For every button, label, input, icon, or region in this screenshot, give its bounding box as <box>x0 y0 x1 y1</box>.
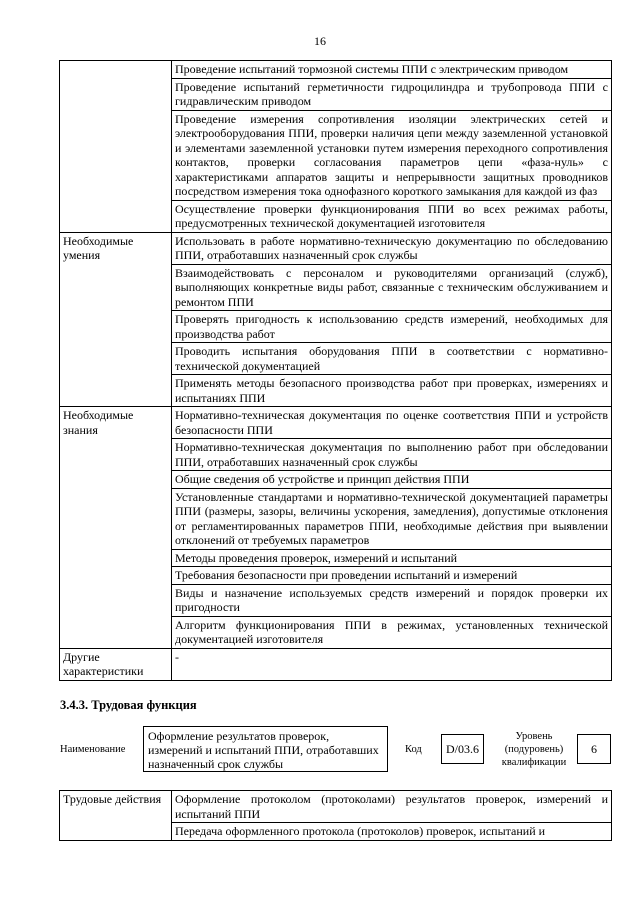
table-cell: Общие сведения об устройстве и принцип действия ППИ <box>172 471 612 489</box>
table-cell: Нормативно-техническая документация по выполнению работ при обследовании ППИ, отработавших назначенный срок службы <box>172 439 612 471</box>
table-cell: Осуществление проверки функционирования ППИ во всех режимах работы, предусмотренных технической документацией изготовителя <box>172 200 612 232</box>
table-row <box>60 648 612 680</box>
table-row <box>60 791 612 823</box>
table-cell: Проведение испытаний тормозной системы ППИ с электрическим приводом <box>172 61 612 79</box>
section-heading: 3.4.3. Трудовая функция <box>60 698 197 712</box>
table-cell: Алгоритм функционирования ППИ в режимах, установленных технической документацией изготовителя <box>172 616 612 648</box>
table-row <box>60 407 612 439</box>
function-name-box: Оформление результатов проверок, измерений и испытаний ППИ, отработавших назначенный срок службы <box>143 726 388 772</box>
name-label: Наименование <box>60 744 126 755</box>
actions-table <box>59 790 612 841</box>
table-cell: Проверять пригодность к использованию средств измерений, необходимых для производства работ <box>172 311 612 343</box>
table-row <box>60 61 612 79</box>
other-label: Другие характеристики <box>60 648 172 680</box>
table-cell: Нормативно-техническая документация по оценке соответствия ППИ и устройств безопасности ППИ <box>172 407 612 439</box>
code-label: Код <box>405 744 422 755</box>
actions-label: Трудовые действия <box>60 791 172 841</box>
level-value: 6 <box>577 734 611 764</box>
table-cell: Проводить испытания оборудования ППИ в соответствии с нормативно-технической документацией <box>172 343 612 375</box>
other-value: - <box>172 648 612 680</box>
table-cell: Проведение испытаний герметичности гидроцилиндра и трубопровода ППИ с гидравлическим приводом <box>172 78 612 110</box>
table-cell: Передача оформленного протокола (протоколов) проверок, испытаний и <box>172 823 612 841</box>
table-cell: Методы проведения проверок, измерений и испытаний <box>172 549 612 567</box>
table-cell: Виды и назначение используемых средств измерений и порядок проверки их пригодности <box>172 584 612 616</box>
table-cell: Оформление протоколом (протоколами) результатов проверок, измерений и испытаний ППИ <box>172 791 612 823</box>
requirements-table <box>59 60 612 681</box>
table-cell: Проведение измерения сопротивления изоляции электрических сетей и электрооборудования ППИ, проверки наличия цепи между заземленной установкой и элементами заземленной установки путем измерения переходного сопротивления контактов, проверки согласования параметров цепи «фаза-нуль» с характеристиками аппаратов защиты и непрерывности защитных проводников посредством измерения тока однофазного короткого замыкания для каждой из фаз <box>172 110 612 200</box>
knowledge-label: Необходимые знания <box>60 407 172 649</box>
table-cell-empty <box>60 61 172 233</box>
table-row <box>60 232 612 264</box>
skills-label: Необходимые умения <box>60 232 172 407</box>
table-cell: Установленные стандартами и нормативно-технической документацией параметры ППИ (размеры, зазоры, величины ускорения, замедления), допустимые отклонения от регламентированных параметров ППИ, необходимые действия при выявлении отклонений от требуемых параметров <box>172 488 612 549</box>
code-value: D/03.6 <box>441 734 484 764</box>
table-cell: Использовать в работе нормативно-техническую документацию по обследованию ППИ, отработавших назначенный срок службы <box>172 232 612 264</box>
page-number: 16 <box>314 34 326 48</box>
level-label: Уровень (подуровень) квалификации <box>501 731 567 768</box>
table-cell: Взаимодействовать с персоналом и руководителями организаций (служб), выполняющих конкретные виды работ, связанные с техническим обслуживанием и ремонтом ППИ <box>172 264 612 311</box>
table-cell: Требования безопасности при проведении испытаний и измерений <box>172 567 612 585</box>
table-cell: Применять методы безопасного производства работ при проверках, измерениях и испытаниях ППИ <box>172 375 612 407</box>
